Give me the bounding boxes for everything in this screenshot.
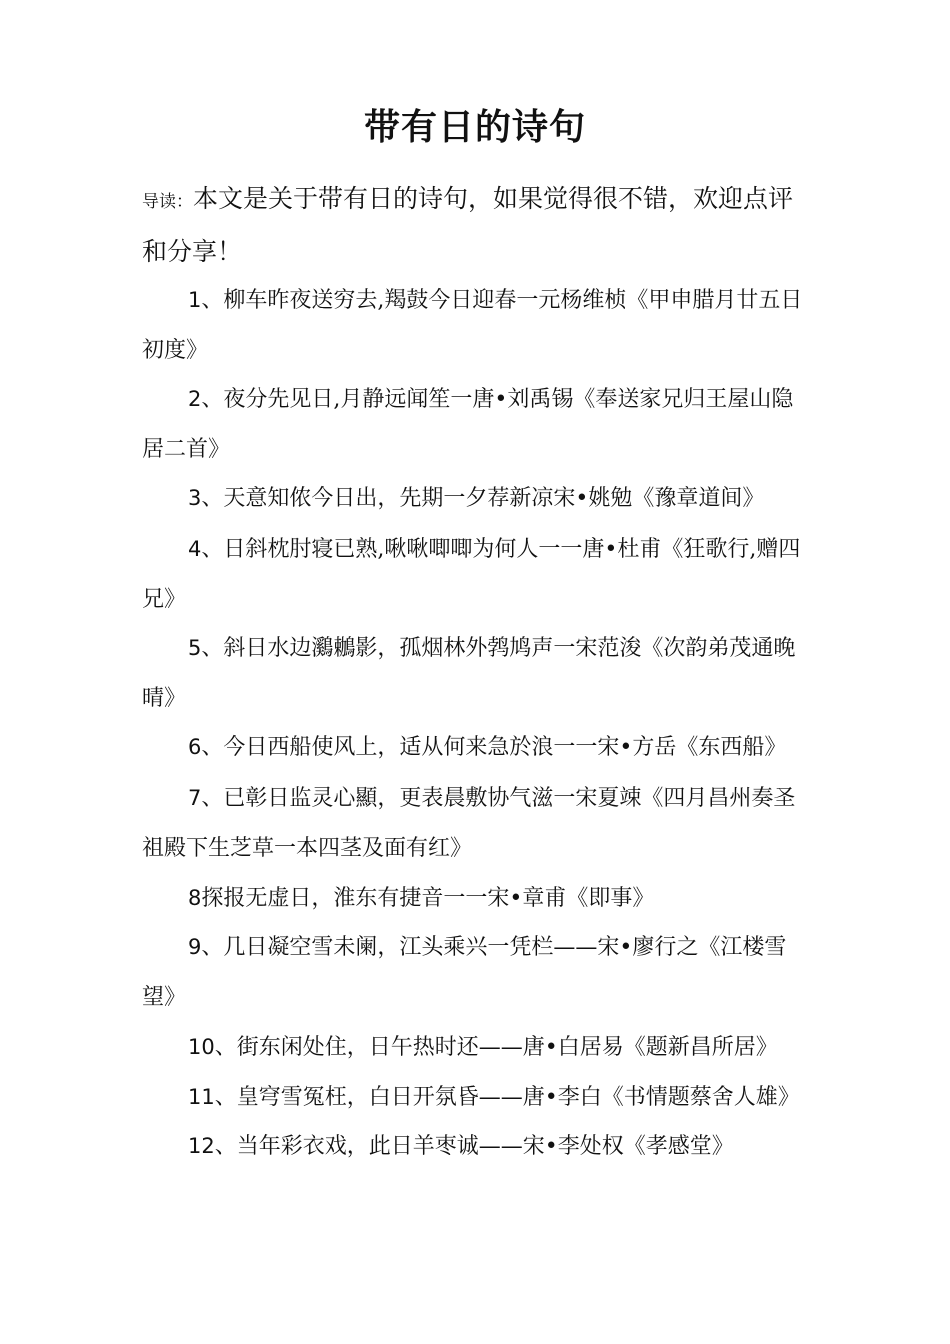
poem-line-2: [142, 374, 810, 475]
poem-line-10: [142, 1022, 810, 1073]
item-number: 9: [188, 935, 202, 959]
poem-line-12: [142, 1121, 810, 1172]
page-title: 带有日的诗句: [363, 107, 586, 148]
item-separator: 、: [201, 387, 224, 412]
item-text: 探报无虚日，淮东有捷音一一宋•章甫《即事》: [201, 886, 655, 911]
item-text: 柳车昨夜送穷去,羯鼓今日迎春一元杨维桢《甲申腊月廿五日初度》: [142, 288, 803, 363]
item-separator: 、: [201, 486, 224, 511]
item-separator: 、: [201, 735, 224, 760]
item-number: 8: [188, 886, 202, 910]
poem-line-3: [142, 473, 810, 524]
item-text: 夜分先见日,月静远闻笙一唐•刘禹锡《奉送家兄归王屋山隐居二首》: [142, 387, 794, 462]
item-number: 11: [188, 1085, 215, 1109]
item-separator: 、: [201, 288, 224, 313]
item-text: 日斜枕肘寝已熟,啾啾唧唧为何人一一唐•杜甫《狂歌行,赠四兄》: [142, 537, 801, 612]
item-separator: 、: [201, 636, 224, 661]
item-separator: 、: [201, 935, 224, 960]
poem-line-7: [142, 773, 810, 874]
poem-line-9: [142, 922, 810, 1023]
item-text: 皇穹雪冤枉，白日开氛昏——唐•李白《书情题蔡舍人雄》: [236, 1085, 800, 1110]
item-text: 斜日水边鸂鶒影，孤烟林外鹁鸠声一宋范浚《次韵弟茂通晚晴》: [142, 636, 796, 711]
item-number: 3: [188, 486, 202, 510]
item-text: 已彰日监灵心顯，更表晨敷协气滋一宋夏竦《四月昌州奏圣祖殿下生芝草一本四茎及面有红》: [142, 786, 796, 861]
intro-label: 导读：: [142, 192, 193, 212]
item-separator: 、: [214, 1085, 237, 1110]
item-text: 当年彩衣戏，此日羊枣诚——宋•李处权《孝感堂》: [236, 1134, 734, 1159]
poem-line-8: [142, 873, 810, 924]
item-number: 10: [188, 1035, 215, 1059]
poem-line-1: [142, 275, 810, 376]
item-text: 今日西船使风上，适从何来急於浪一一宋•方岳《东西船》: [223, 735, 787, 760]
poem-line-11: [142, 1072, 810, 1123]
item-number: 1: [188, 288, 202, 312]
intro-text: 本文是关于带有日的诗句，如果觉得很不错，欢迎点评和分享！: [142, 184, 794, 266]
item-separator: 、: [201, 786, 224, 811]
item-text: 天意知侬今日出，先期一夕荐新凉宋•姚勉《豫章道间》: [223, 486, 765, 511]
item-separator: 、: [214, 1035, 237, 1060]
poem-line-6: [142, 722, 810, 773]
poem-line-4: [142, 524, 810, 625]
item-number: 4: [188, 537, 202, 561]
item-text: 街东闲处住，日午热时还——唐•白居易《题新昌所居》: [236, 1035, 778, 1060]
item-number: 5: [188, 636, 202, 660]
poem-line-5: [142, 623, 810, 724]
item-number: 12: [188, 1134, 215, 1158]
item-text: 几日凝空雪未阑，江头乘兴一凭栏——宋•廖行之《江楼雪望》: [142, 935, 787, 1010]
item-separator: 、: [201, 537, 224, 562]
item-number: 2: [188, 387, 202, 411]
intro-paragraph: [142, 174, 810, 277]
item-number: 6: [188, 735, 202, 759]
item-separator: 、: [214, 1134, 237, 1159]
item-number: 7: [188, 786, 202, 810]
